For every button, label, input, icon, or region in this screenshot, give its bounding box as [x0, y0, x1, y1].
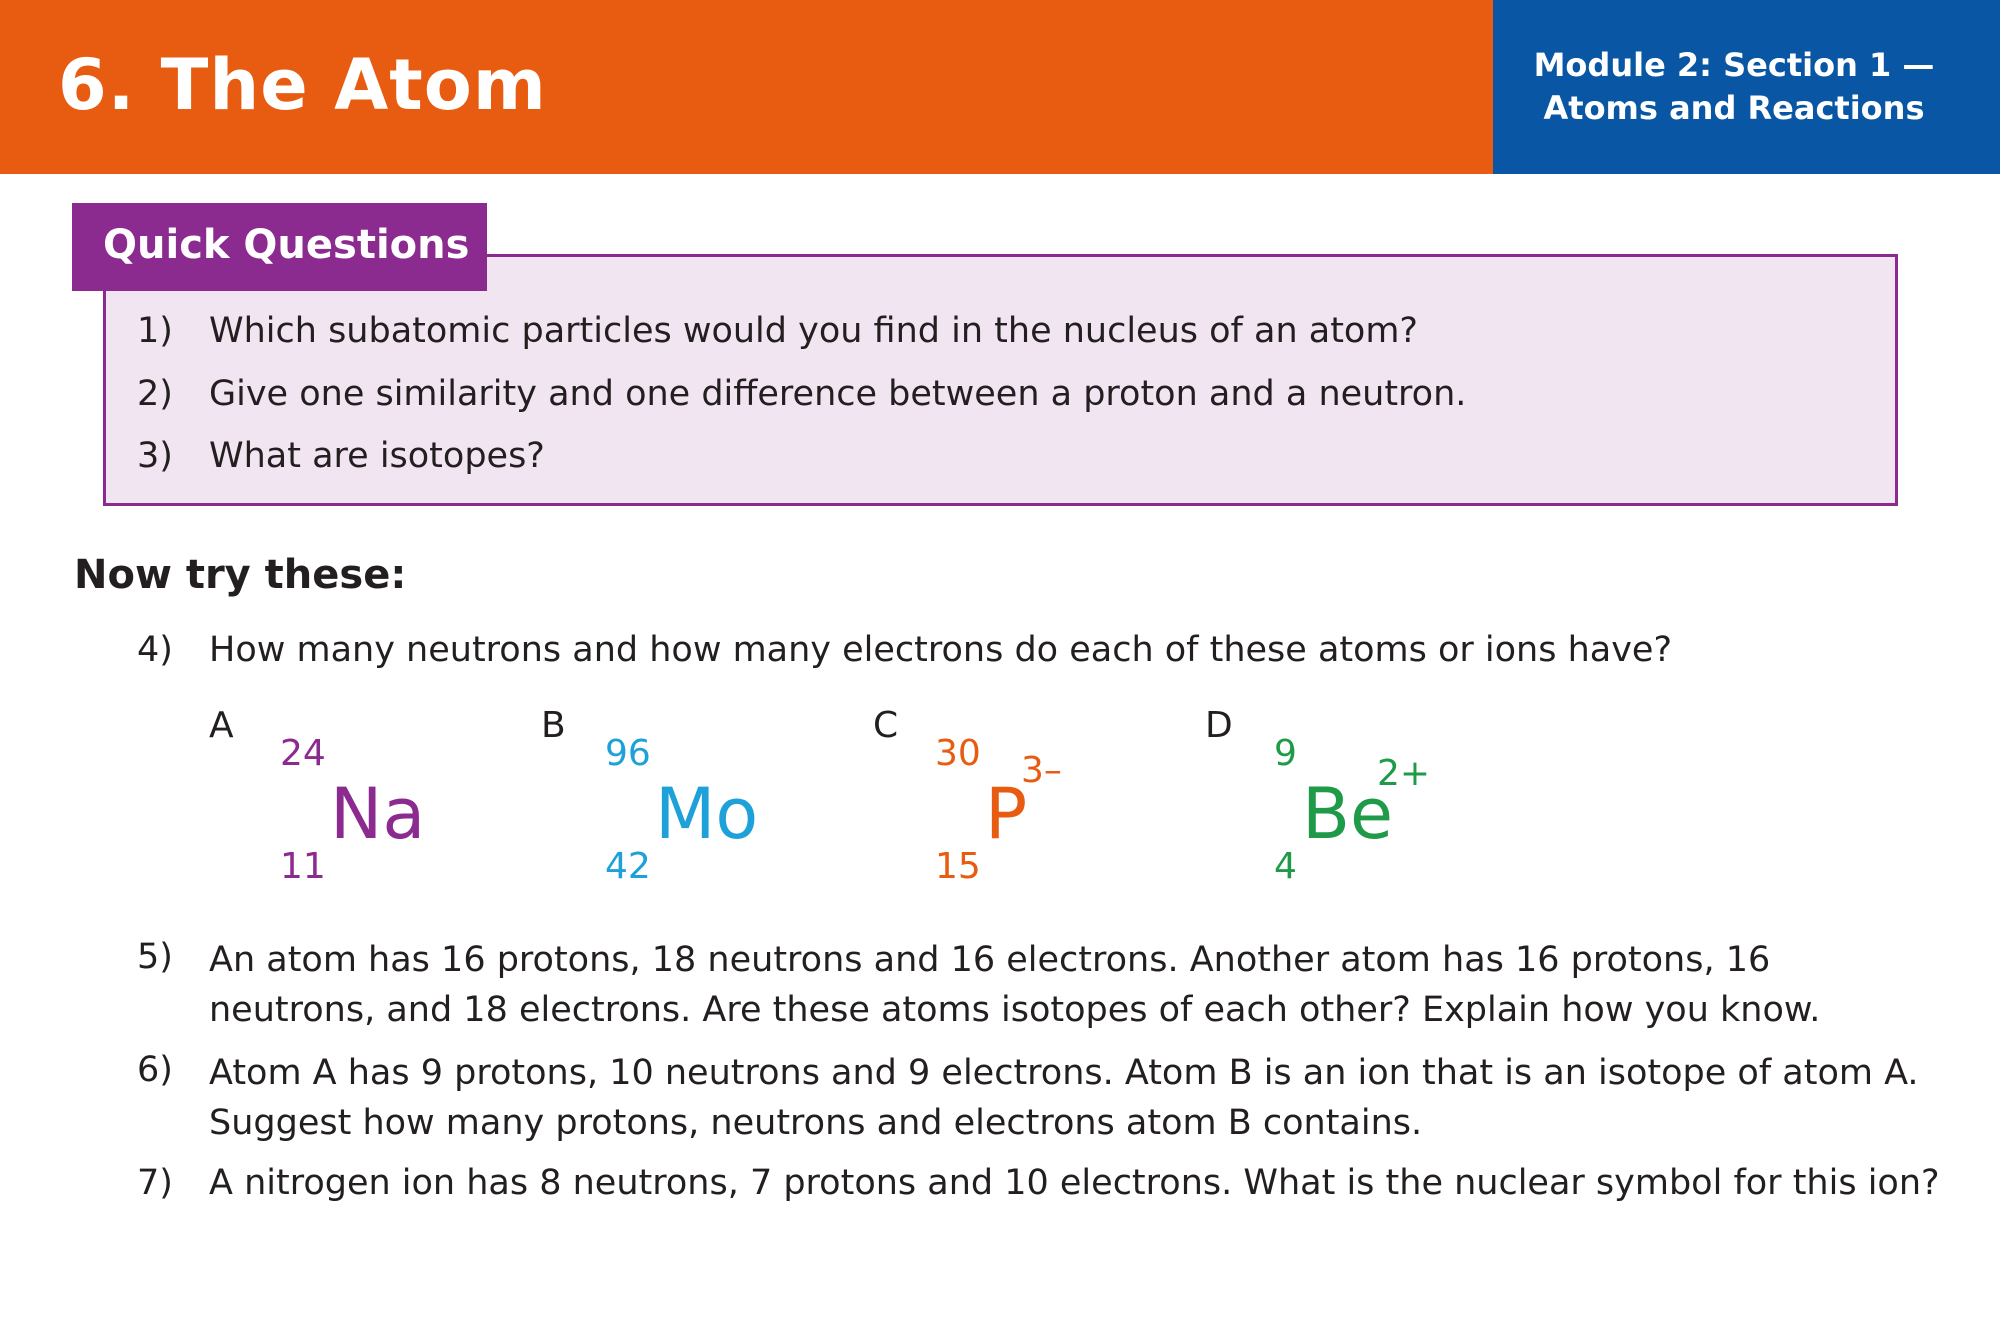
question-1-text: Which subatomic particles would you find in the nucleus of an atom? — [209, 311, 1419, 351]
section-label — [1493, 44, 1975, 130]
section-label-line2: Atoms and Reactions — [1543, 89, 1925, 127]
ion-d-mass-number: 9 — [1274, 733, 1297, 774]
page-title: 6. The Atom — [58, 44, 547, 126]
ion-b-symbol: Mo — [655, 773, 759, 855]
ion-d-charge: 2+ — [1377, 753, 1431, 794]
ion-b-letter: B — [541, 705, 566, 746]
question-6-number: 6) — [137, 1050, 173, 1090]
question-3-text: What are isotopes? — [209, 436, 545, 476]
ion-c-symbol: P — [985, 773, 1028, 855]
question-2-number: 2) — [137, 374, 173, 414]
ion-a-mass-number: 24 — [280, 733, 326, 774]
ion-c-letter: C — [873, 705, 899, 746]
question-6-text: Atom A has 9 protons, 10 neutrons and 9 electrons. Atom B is an ion that is an isotope of atom A. Suggest how many protons, neutrons and electrons atom B contains. — [209, 1053, 1919, 1143]
ion-d-atomic-number: 4 — [1274, 846, 1297, 887]
ion-d-letter: D — [1205, 705, 1233, 746]
ion-a-letter: A — [209, 705, 234, 746]
question-5-text: An atom has 16 protons, 18 neutrons and 16 electrons. Another atom has 16 protons, 16 neutrons, and 18 electrons. Are these atoms isotopes of each other? Explain how you know. — [209, 940, 1821, 1030]
question-1-number: 1) — [137, 311, 173, 351]
ion-c-atomic-number: 15 — [935, 846, 981, 887]
ion-c-mass-number: 30 — [935, 733, 981, 774]
ion-d-symbol: Be — [1302, 773, 1394, 855]
question-2-text: Give one similarity and one difference between a proton and a neutron. — [209, 374, 1467, 414]
question-4-number: 4) — [137, 630, 173, 670]
ion-b-atomic-number: 42 — [605, 846, 651, 887]
now-try-heading: Now try these: — [74, 552, 407, 598]
ion-a-atomic-number: 11 — [280, 846, 326, 887]
question-7-text: A nitrogen ion has 8 neutrons, 7 protons and 10 electrons. What is the nuclear symbol for this ion? — [209, 1163, 1940, 1203]
ion-a-symbol: Na — [330, 773, 426, 855]
question-7-number: 7) — [137, 1163, 173, 1203]
section-label-line1: Module 2: Section 1 — — [1533, 46, 1935, 84]
quick-questions-heading: Quick Questions — [103, 222, 470, 268]
question-3-number: 3) — [137, 436, 173, 476]
question-4-text: How many neutrons and how many electrons do each of these atoms or ions have? — [209, 630, 1673, 670]
ion-b-mass-number: 96 — [605, 733, 651, 774]
ion-c-charge: 3– — [1021, 750, 1062, 791]
question-5-number: 5) — [137, 937, 173, 977]
